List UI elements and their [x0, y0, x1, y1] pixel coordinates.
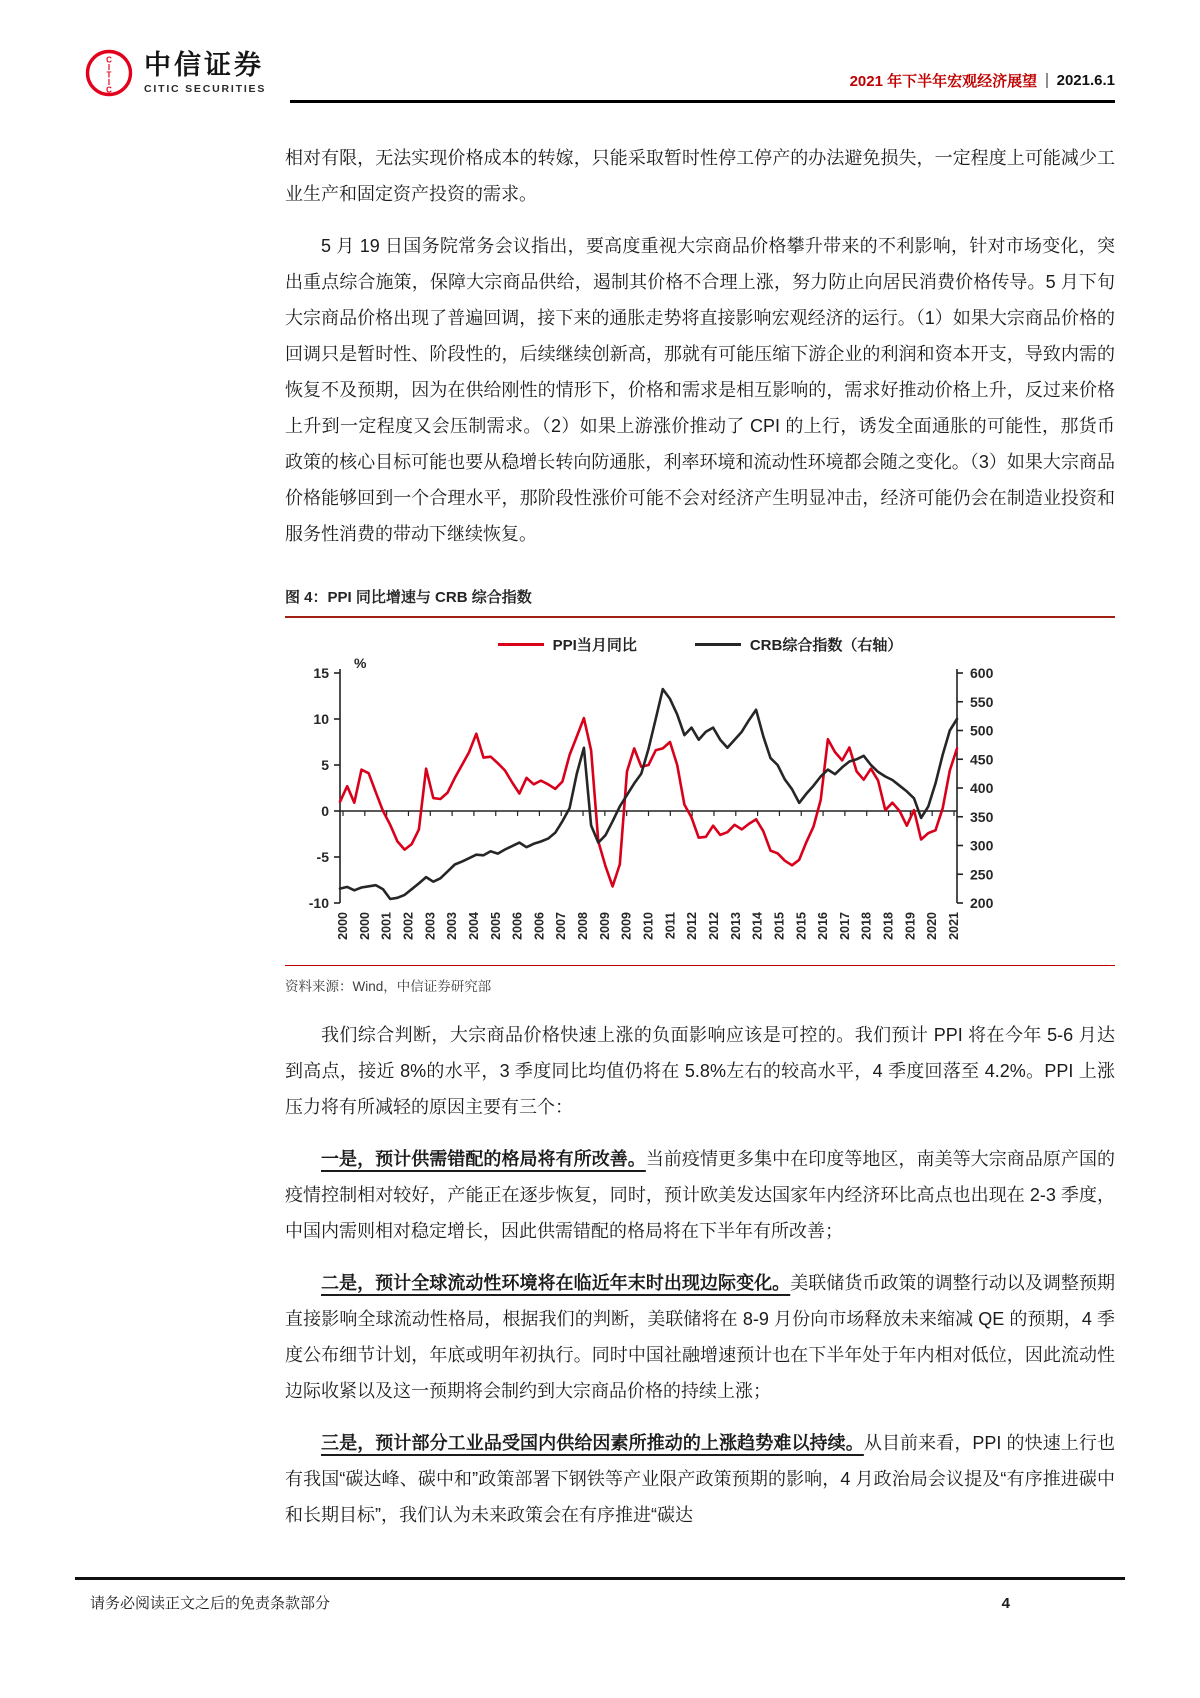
ppi-line-swatch-icon	[498, 643, 544, 646]
legend-label-crb: CRB综合指数（右轴）	[749, 637, 903, 654]
paragraph-6	[285, 1425, 1115, 1533]
svg-text:C: C	[106, 85, 112, 95]
x-axis-tick-label: 2015	[772, 912, 787, 940]
x-axis-tick-label: 2011	[663, 912, 678, 940]
right-axis-tick-label: 250	[970, 866, 994, 883]
x-axis-tick-label: 2012	[706, 912, 721, 940]
x-axis-tick-label: 2008	[576, 912, 591, 940]
logo-text-en: CITIC SECURITIES	[144, 82, 267, 95]
chart-legend	[285, 634, 1115, 655]
paragraph-4-rest: 当前疫情更多集中在印度等地区，南美等大宗商品原产国的疫情控制相对较好，产能正在逐步恢复，同时，预计欧美发达国家年内经济环比高点也出现在 2-3 季度，中国内需则相对稳定增长，因此供需错配的格局将在下半年有所改善；	[285, 1149, 1116, 1241]
citic-logo	[84, 48, 266, 98]
left-axis-tick-label: 5	[321, 757, 329, 773]
left-axis-tick-label: -10	[308, 895, 329, 911]
x-axis-tick-label: 2006	[510, 912, 525, 940]
logo-text-cn: 中信证券	[144, 50, 264, 81]
paragraph-4	[285, 1141, 1115, 1249]
x-axis-tick-label: 2015	[794, 912, 809, 940]
paragraph-6-lead: 三是，预计部分工业品受国内供给因素所推动的上涨趋势难以持续。	[321, 1433, 864, 1453]
header-title-block	[850, 70, 1115, 91]
legend-label-ppi: PPI当月同比	[552, 637, 637, 654]
x-axis-tick-label: 2019	[903, 912, 918, 940]
x-axis-tick-label: 2003	[423, 912, 438, 940]
x-axis-tick-label: 2000	[336, 912, 350, 940]
citic-logo-icon	[84, 48, 134, 98]
x-axis-tick-label: 2021	[947, 912, 961, 940]
paragraph-1: 相对有限，无法实现价格成本的转嫁，只能采取暂时性停工停产的办法避免损失，一定程度上可能减少工业生产和固定资产投资的需求。	[285, 148, 1115, 204]
figure-4	[285, 586, 1115, 995]
x-axis-tick-label: 2007	[554, 912, 569, 940]
svg-text:I: I	[107, 78, 111, 87]
x-axis-tick-label: 2000	[357, 912, 372, 940]
page-content	[285, 140, 1115, 1549]
x-axis-tick-label: 2004	[466, 912, 481, 940]
right-axis-tick-label: 450	[970, 751, 994, 768]
crb-line-swatch-icon	[695, 643, 741, 646]
x-axis-tick-label: 2020	[925, 912, 940, 940]
legend-item-crb	[695, 634, 903, 655]
paragraph-3: 我们综合判断，大宗商品价格快速上涨的负面影响应该是可控的。我们预计 PPI 将在今年 5-6 月达到高点，接近 8%的水平，3 季度同比均值仍将在 5.8%左右的较高水平，4 季度回落至 4.2%。PPI 上涨压力将有所减轻的原因主要有三个：	[285, 1025, 1115, 1117]
paragraph-5-rest: 美联储货币政策的调整行动以及调整预期直接影响全球流动性格局，根据我们的判断，美联储将在 8-9 月份向市场释放未来缩减 QE 的预期，4 季度公布细节计划，年底或明年初执行。同时中国社融增速预计也在下半年处于年内相对低位，因此流动性边际收紧以及这一预期将会制约到大宗商品价格的持续上涨；	[285, 1273, 1116, 1401]
figure-caption: 图 4：PPI 同比增速与 CRB 综合指数	[285, 586, 1115, 618]
figure-source: 资料来源：Wind，中信证券研究部	[285, 965, 1115, 995]
paragraph-5-lead: 二是，预计全球流动性环境将在临近年末时出现边际变化。	[321, 1273, 791, 1293]
svg-text:T: T	[106, 70, 112, 80]
page-number: 4	[1001, 1595, 1010, 1612]
left-axis-tick-label: -5	[316, 849, 329, 865]
x-axis-tick-label: 2013	[728, 912, 743, 940]
left-axis-tick-label: 10	[313, 711, 329, 727]
x-axis-tick-label: 2009	[597, 912, 612, 940]
x-axis-tick-label: 2016	[816, 912, 831, 940]
left-axis-unit-label: %	[354, 655, 367, 671]
page-footer	[90, 1592, 1010, 1613]
right-axis-tick-label: 200	[970, 895, 994, 911]
x-axis-tick-label: 2005	[488, 912, 503, 940]
x-axis-tick-label: 2009	[619, 912, 634, 940]
x-axis-tick-label: 2018	[881, 912, 896, 940]
left-axis-tick-label: 15	[313, 665, 329, 681]
right-axis-tick-label: 550	[970, 693, 994, 710]
legend-item-ppi	[498, 634, 637, 655]
right-axis-tick-label: 400	[970, 780, 994, 796]
footer-divider	[75, 1577, 1125, 1580]
svg-text:I: I	[107, 63, 111, 72]
report-title: 2021 年下半年宏观经济展望	[849, 73, 1038, 90]
paragraph-6-rest: 从目前来看，PPI 的快速上行也有我国“碳达峰、碳中和”政策部署下钢铁等产业限产政策预期的影响，4 月政治局会议提及“有序推进碳中和长期目标”，我们认为未来政策会在有序推进“碳达	[285, 1433, 1115, 1525]
svg-text:C: C	[106, 55, 112, 65]
footer-disclaimer: 请务必阅读正文之后的免责条款部分	[90, 1595, 331, 1612]
ppi-crb-line-chart	[285, 655, 1115, 963]
x-axis-tick-label: 2017	[837, 912, 852, 940]
paragraph-4-lead: 一是，预计供需错配的格局将有所改善。	[321, 1149, 646, 1169]
right-axis-tick-label: 500	[970, 722, 994, 739]
left-axis-tick-label: 0	[321, 803, 329, 819]
x-axis-tick-label: 2018	[859, 912, 874, 940]
x-axis-tick-label: 2014	[750, 912, 765, 940]
x-axis-tick-label: 2010	[641, 912, 656, 940]
right-axis-tick-label: 350	[970, 808, 994, 825]
right-axis-tick-label: 600	[970, 665, 994, 681]
title-separator	[1046, 73, 1048, 88]
x-axis-tick-label: 2012	[685, 912, 700, 940]
paragraph-2: 5 月 19 日国务院常务会议指出，要高度重视大宗商品价格攀升带来的不利影响，针对市场变化，突出重点综合施策，保障大宗商品供给，遏制其价格不合理上涨，努力防止向居民消费价格传导。5 月下旬大宗商品价格出现了普遍回调，接下来的通胀走势将直接影响宏观经济的运行。（1）如果大宗商品价格的回调只是暂时性、阶段性的，后续继续创新高，那就有可能压缩下游企业的利润和资本开支，导致内需的恢复不及预期，因为在供给刚性的情形下，价格和需求是相互影响的，需求好推动价格上升，反过来价格上升到一定程度又会压制需求。（2）如果上游涨价推动了 CPI 的上行，诱发全面通胀的可能性，那货币政策的核心目标可能也要从稳增长转向防通胀，利率环境和流动性环境都会随之变化。（3）如果大宗商品价格能够回到一个合理水平，那阶段性涨价可能不会对经济产生明显冲击，经济可能仍会在制造业投资和服务性消费的带动下继续恢复。	[285, 236, 1115, 544]
x-axis-tick-label: 2006	[532, 912, 547, 940]
header-divider	[290, 100, 1115, 103]
paragraph-5	[285, 1265, 1115, 1409]
x-axis-tick-label: 2003	[445, 912, 460, 940]
series-line-0	[340, 718, 957, 886]
right-axis-tick-label: 300	[970, 837, 994, 854]
x-axis-tick-label: 2002	[401, 912, 416, 940]
report-date: 2021.6.1	[1056, 72, 1115, 89]
x-axis-tick-label: 2001	[379, 912, 394, 940]
